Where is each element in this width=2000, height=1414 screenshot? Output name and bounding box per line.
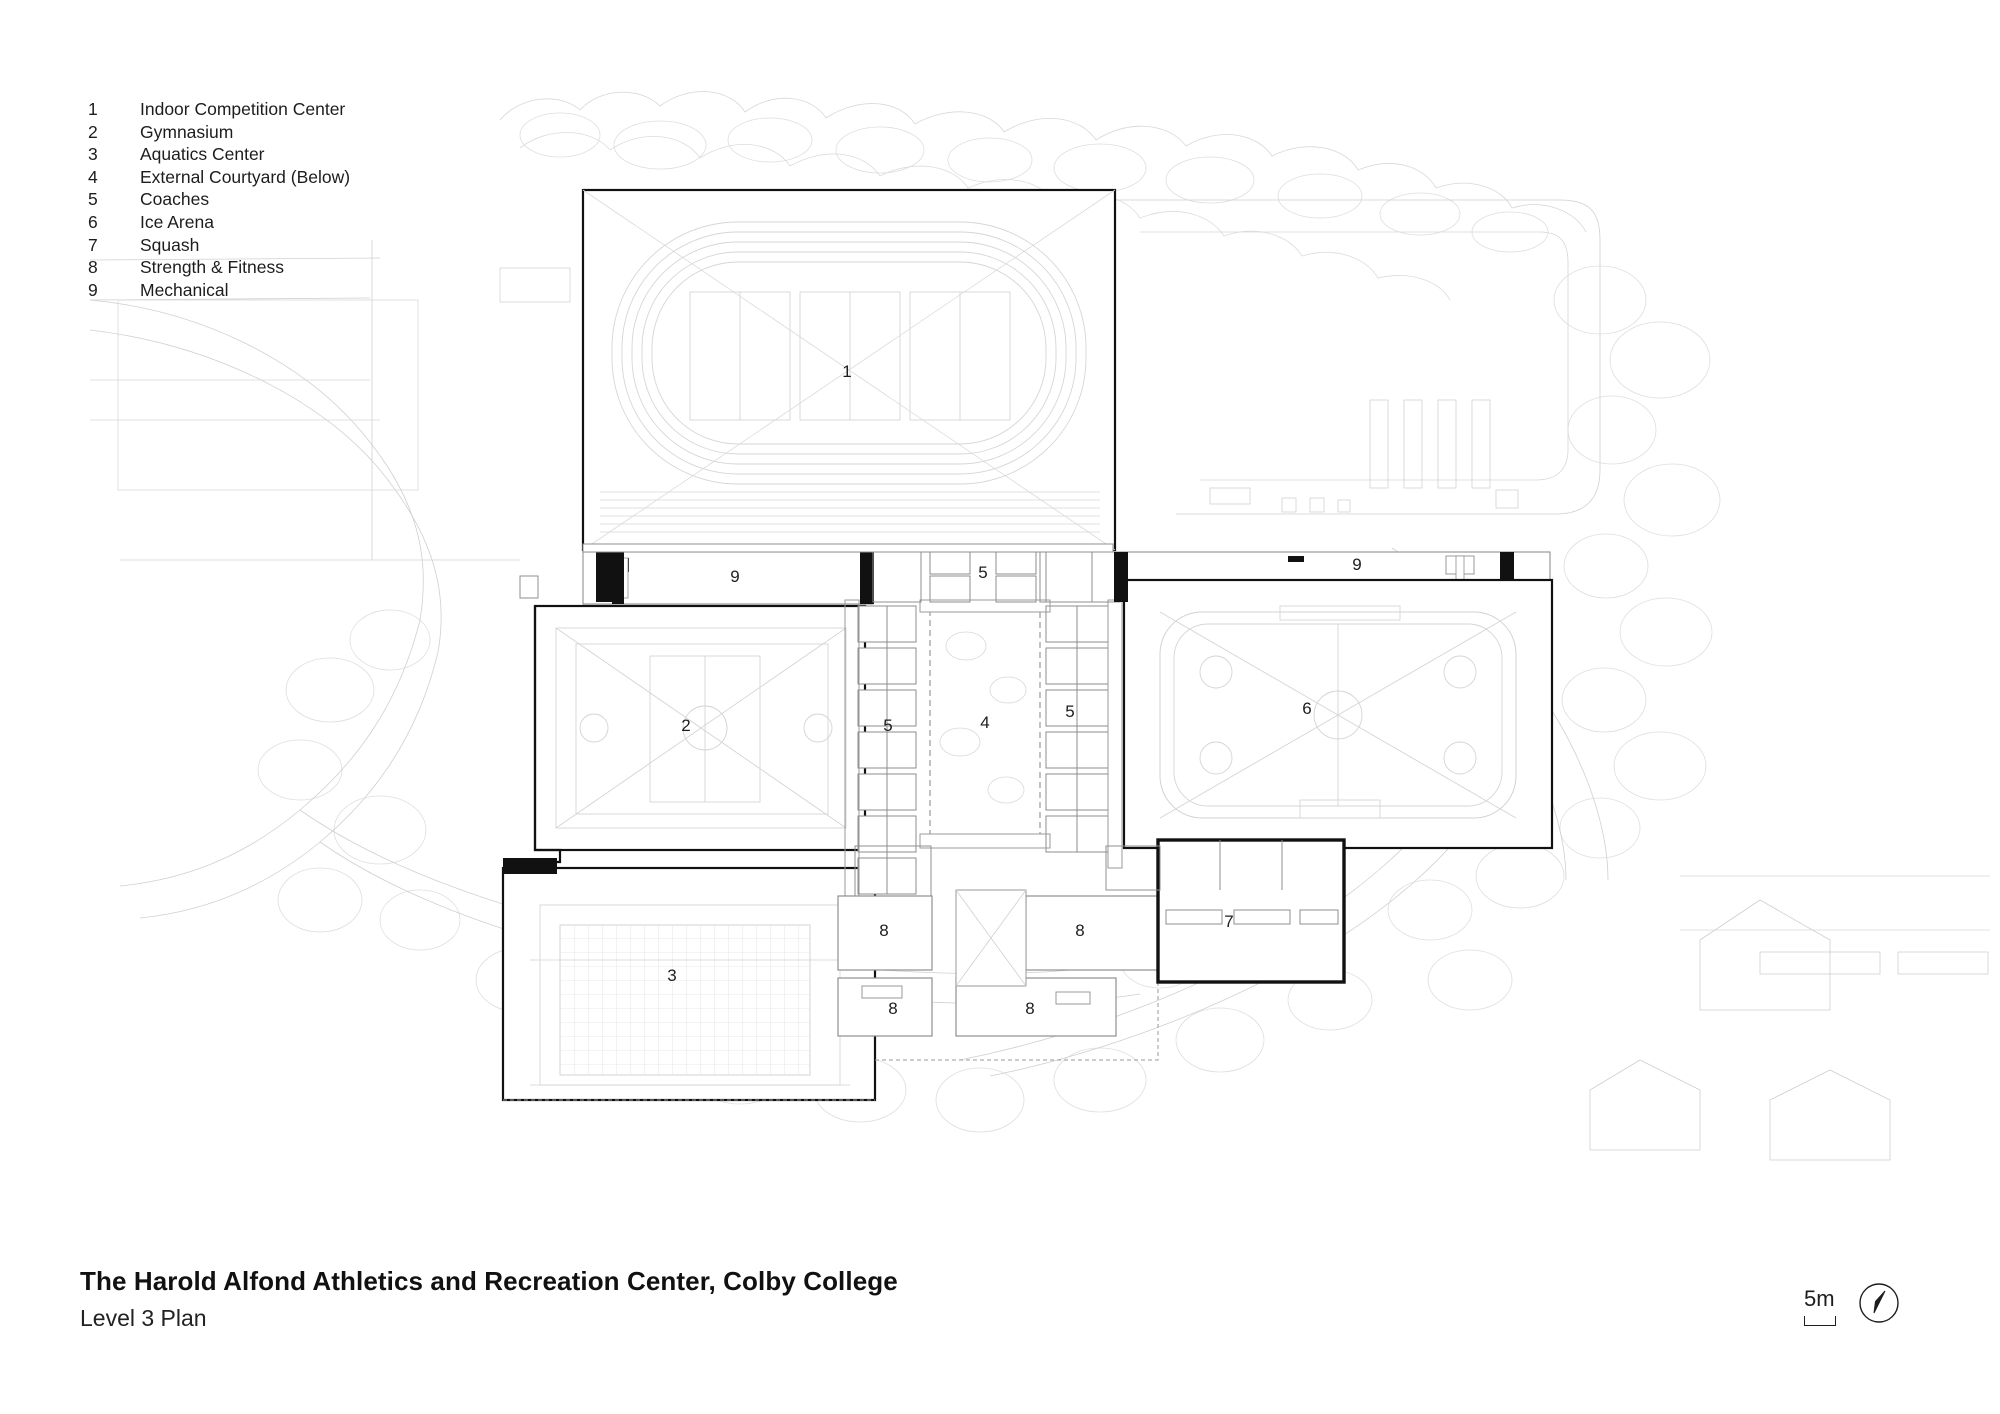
legend-item-number: 1 [88,99,98,119]
room-tag-8-center: 8 [1075,921,1085,940]
room-tag-9-east: 9 [1352,555,1362,574]
project-title: The Harold Alfond Athletics and Recreation Center, Colby College [80,1266,898,1296]
room-tag-5-east: 5 [1065,702,1075,721]
room-tag-6: 6 [1302,699,1312,718]
legend-item-number: 9 [88,279,98,300]
north-arrow-icon [1858,1282,1900,1324]
legend-item-label: Ice Arena [140,211,214,232]
legend-item-label: Gymnasium [140,121,234,142]
room-tag-2: 2 [681,716,691,735]
legend-item-label: Mechanical [140,279,229,300]
legend-item-number: 4 [88,166,98,187]
legend-item-number: 3 [88,144,98,165]
room-tag-8-southwest: 8 [888,999,898,1018]
room-tag-7: 7 [1224,912,1234,931]
scale-bar [1804,1286,1836,1326]
strength-fitness-blocks [838,890,1158,1060]
scale-ticks [1804,1316,1836,1326]
scale-and-north-group [1804,1282,1900,1326]
legend-item-label: Indoor Competition Center [140,99,346,119]
room-tag-5-west: 5 [883,716,893,735]
room-tag-4: 4 [980,713,990,732]
aquatics-center-block [503,868,875,1100]
title-block [80,1266,898,1332]
legend-item-number: 7 [88,234,98,255]
legend-item-number: 8 [88,257,98,278]
gymnasium-block [535,606,865,862]
legend-item-label: Strength & Fitness [140,257,284,278]
room-tag-1: 1 [842,362,852,381]
room-tag-5-north: 5 [978,563,988,582]
drawing-subtitle: Level 3 Plan [80,1305,207,1331]
room-tag-8-west: 8 [879,921,889,940]
legend-item-number: 2 [88,121,98,142]
ice-arena-block [1124,580,1552,848]
room-tag-9-west: 9 [730,567,740,586]
legend-item-label: Aquatics Center [140,144,265,165]
scale-label: 5m [1804,1286,1835,1311]
squash-block [1158,840,1344,982]
legend-item-label: External Courtyard (Below) [140,166,351,187]
room-tag-3: 3 [667,966,677,985]
legend-item-number: 6 [88,211,98,232]
legend-item-label: Coaches [140,189,210,210]
legend-item-label: Squash [140,234,200,255]
legend-item-number: 5 [88,189,98,210]
room-tag-8-southeast: 8 [1025,999,1035,1018]
